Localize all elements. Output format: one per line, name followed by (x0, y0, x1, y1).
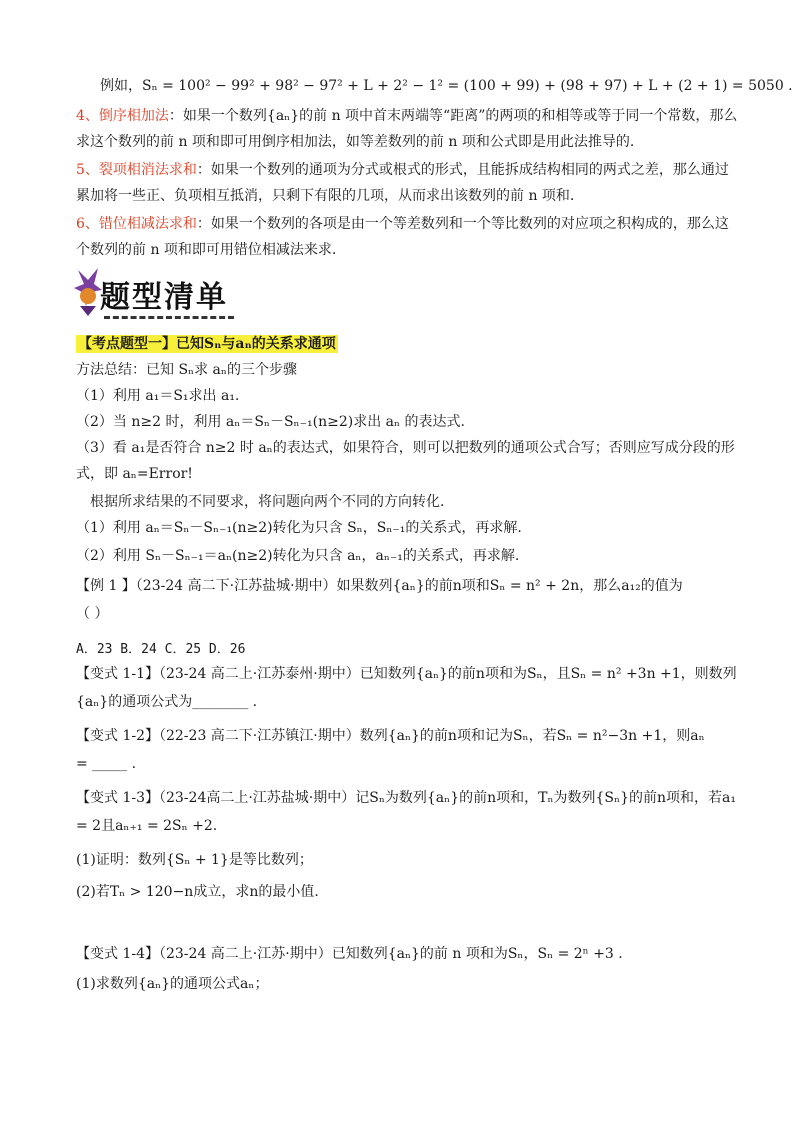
variant-1-1: 【变式 1-1】（23-24 高二上·江苏泰州·期中）已知数列{aₙ}的前n项和为Sₙ，且Sₙ = n² +3n +1，则数列 (76, 666, 737, 682)
example-1-options: A．23 B．24 C．25 D．26 (76, 642, 246, 657)
method-5-cont: 累加将一些正、负项相互抵消，只剩下有限的几项，从而求出该数列的前 n 项和. (76, 188, 575, 204)
variant-1-3-part-2: (2)若Tₙ > 120−n成立，求n的最小值. (76, 884, 319, 900)
section-banner (72, 266, 242, 322)
variant-1-3-cont: = 2且aₙ₊₁ = 2Sₙ +2. (76, 818, 218, 834)
method-summary: 方法总结：已知 Sₙ求 aₙ的三个步骤 (76, 362, 297, 378)
step-3: （3）看 a₁是否符合 n≥2 时 aₙ的表达式，如果符合，则可以把数列的通项公式合写；否则应写成分段的形 (76, 440, 735, 456)
variant-1-1-cont: {aₙ}的通项公式为________ . (76, 694, 258, 710)
variant-1-4: 【变式 1-4】（23-24 高二上·江苏·期中）已知数列{aₙ}的前 n 项和为Sₙ，Sₙ = 2ⁿ +3 . (76, 946, 623, 962)
transform-1: （1）利用 aₙ＝Sₙ－Sₙ₋₁(n≥2)转化为只含 Sₙ，Sₙ₋₁的关系式，再求解. (76, 520, 522, 536)
variant-1-3: 【变式 1-3】（23-24高二上·江苏盐城·期中）记Sₙ为数列{aₙ}的前n项和，Tₙ为数列{Sₙ}的前n项和，若a₁ (76, 790, 736, 806)
variant-1-3-part-1: (1)证明：数列{Sₙ + 1}是等比数列； (76, 852, 313, 868)
variant-1-2-cont: = _____ . (76, 756, 137, 772)
step-2: （2）当 n≥2 时，利用 aₙ＝Sₙ－Sₙ₋₁(n≥2)求出 aₙ 的表达式. (76, 414, 465, 430)
method-4-cont: 求这个数列的前 n 项和即可用倒序相加法，如等差数列的前 n 项和公式即是用此法推导的. (76, 134, 635, 150)
variant-1-4-part-1: (1)求数列{aₙ}的通项公式aₙ； (76, 976, 269, 992)
example-1-blank: （ ） (76, 606, 109, 622)
banner-underline (104, 310, 234, 319)
line-example-sum: 例如，Sₙ = 100² − 99² + 98² − 97² + L + 2² − 1² = (100 + 99) + (98 + 97) + L + (2 + 1) = 5050 . (100, 78, 793, 94)
topic-heading: 【考点题型一】已知Sₙ与aₙ的关系求通项 (78, 336, 336, 352)
transform-2: （2）利用 Sₙ－Sₙ₋₁＝aₙ(n≥2)转化为只含 aₙ，aₙ₋₁的关系式，再求解. (76, 548, 520, 564)
method-6: 6、错位相减法求和：如果一个数列的各项是由一个等差数列和一个等比数列的对应项之积构成的，那么这 (76, 216, 729, 232)
step-3-cont: 式，即 aₙ=Error! (76, 466, 193, 482)
method-4: 4、倒序相加法：如果一个数列{aₙ}的前 n 项中首末两端等“距离”的两项的和相等或等于同一个常数，那么 (76, 108, 738, 124)
example-1: 【例 1 】（23-24 高二下·江苏盐城·期中）如果数列{aₙ}的前n项和Sₙ = n² + 2n，那么a₁₂的值为 (76, 578, 683, 594)
transform-note: 根据所求结果的不同要求，将问题向两个不同的方向转化. (90, 494, 445, 510)
step-1: （1）利用 a₁＝S₁求出 a₁. (76, 388, 240, 404)
method-6-cont: 个数列的前 n 项和即可用错位相减法来求. (76, 242, 337, 258)
banner-title: 题型清单 (100, 280, 228, 315)
method-5: 5、裂项相消法求和：如果一个数列的通项为分式或根式的形式，且能拆成结构相同的两式之差，那么通过 (76, 162, 729, 178)
variant-1-2: 【变式 1-2】（22-23 高二下·江苏镇江·期中）数列{aₙ}的前n项和记为Sₙ，若Sₙ = n²−3n +1，则aₙ (76, 728, 705, 744)
